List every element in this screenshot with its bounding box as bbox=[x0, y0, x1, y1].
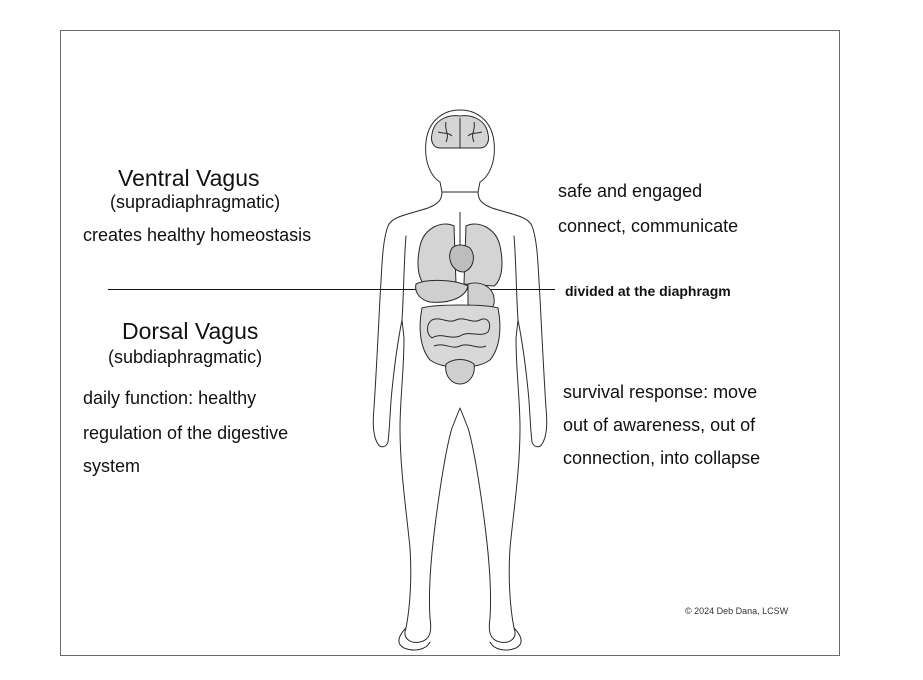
right-arm-inner bbox=[514, 236, 518, 320]
dorsal-description-line-3: system bbox=[83, 456, 141, 476]
left-foot bbox=[399, 628, 430, 650]
dorsal-vagus-title: Dorsal Vagus bbox=[122, 318, 259, 344]
dorsal-description-line-1: daily function: healthy bbox=[83, 388, 257, 408]
ventral-vagus-description: creates healthy homeostasis bbox=[83, 225, 312, 245]
dorsal-description-line-2: regulation of the digestive bbox=[83, 423, 289, 443]
ventral-vagus-title: Ventral Vagus bbox=[118, 165, 260, 191]
intestines bbox=[420, 305, 500, 368]
bladder bbox=[446, 360, 475, 385]
ventral-vagus-subtitle: (supradiaphragmatic) bbox=[110, 192, 281, 212]
dorsal-state-line-2: out of awareness, out of bbox=[563, 415, 756, 435]
ventral-state-line-1: safe and engaged bbox=[558, 181, 703, 201]
diaphragm-label: divided at the diaphragm bbox=[565, 283, 731, 299]
dorsal-state-line-3: connection, into collapse bbox=[563, 448, 761, 468]
dorsal-vagus-subtitle: (subdiaphragmatic) bbox=[108, 347, 263, 367]
copyright-notice: © 2024 Deb Dana, LCSW bbox=[685, 606, 789, 616]
right-foot bbox=[490, 628, 521, 650]
ventral-state-line-2: connect, communicate bbox=[558, 216, 739, 236]
brain bbox=[431, 116, 488, 148]
left-arm-inner bbox=[402, 236, 406, 320]
dorsal-state-line-1: survival response: move bbox=[563, 382, 758, 402]
human-body-figure bbox=[360, 108, 560, 653]
